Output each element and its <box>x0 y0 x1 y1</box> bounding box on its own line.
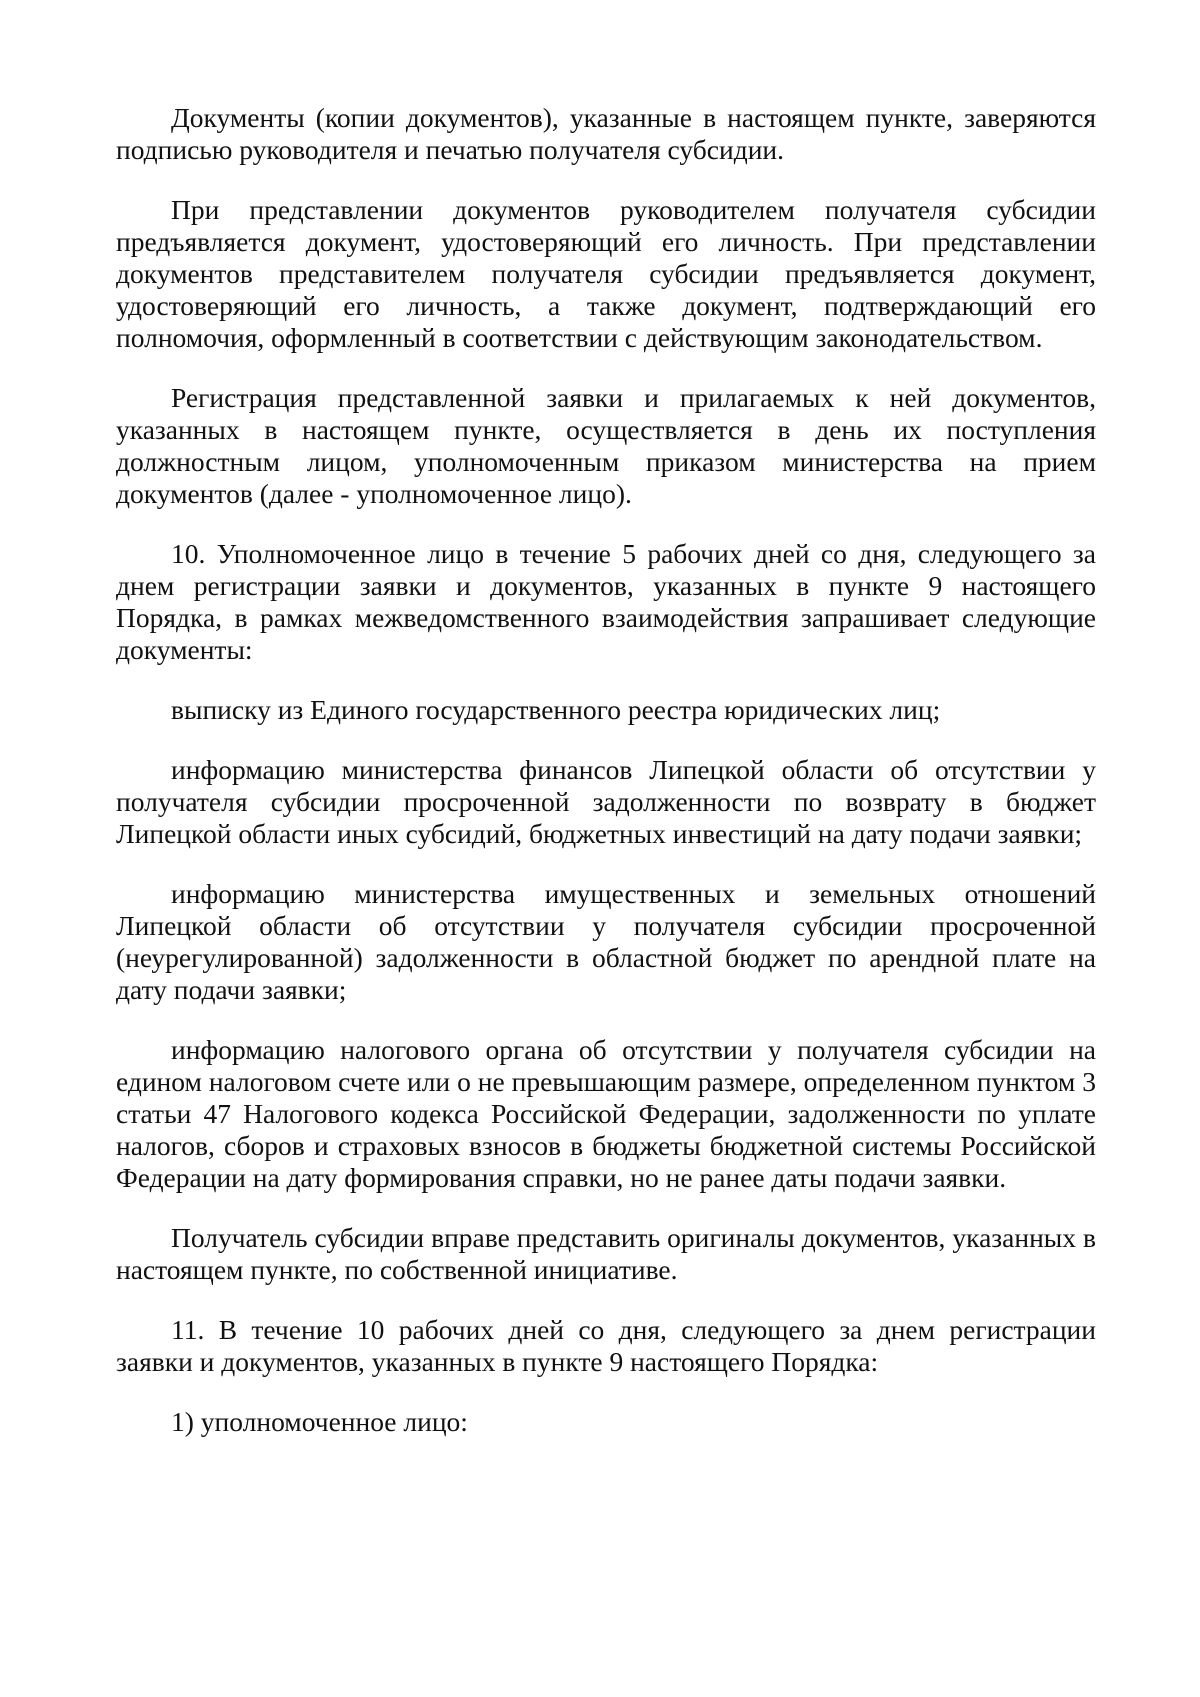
document-body <box>116 102 1096 1466</box>
paragraph-originals-initiative: Получатель субсидии вправе представить оригиналы документов, указанных в настоящем пункте, по собственной инициативе. <box>116 1222 1096 1285</box>
paragraph-registration: Регистрация представленной заявки и прилагаемых к ней документов, указанных в настоящем пункте, осуществляется в день их поступления должностным лицом, уполномоченным приказом министерства на прием документов (далее - уполномоченное лицо). <box>116 382 1096 509</box>
paragraph-subitem-1: 1) уполномоченное лицо: <box>171 1406 468 1437</box>
paragraph-tax-authority-info: информацию налогового органа об отсутствии у получателя субсидии на едином налоговом счете или о не превышающим размере, определенном пунктом 3 статьи 47 Налогового кодекса Российской Федерации, задолженности по уплате налогов, сборов и страховых взносов в бюджеты бюджетной системы Российской Федерации на дату формирования справки, но не ранее даты подачи заявки. <box>116 1034 1096 1193</box>
paragraph-identity-document: При представлении документов руководителем получателя субсидии предъявляется документ, удостоверяющий его личность. При представлении документов представителем получателя субсидии предъявляется документ, удостоверяющий его личность, а также документ, подтверждающий его полномочия, оформленный в соответствии с действующим законодательством. <box>116 194 1096 353</box>
paragraph-item-10: 10. Уполномоченное лицо в течение 5 рабочих дней со дня, следующего за днем регистрации заявки и документов, указанных в пункте 9 настоящего Порядка, в рамках межведомственного взаимодействия запрашивает следующие документы: <box>116 538 1096 665</box>
paragraph-item-11: 11. В течение 10 рабочих дней со дня, следующего за днем регистрации заявки и документов, указанных в пункте 9 настоящего Порядка: <box>116 1314 1096 1377</box>
paragraph-property-ministry-info: информацию министерства имущественных и земельных отношений Липецкой области об отсутствии у получателя субсидии просроченной (неурегулированной) задолженности в областной бюджет по арендной плате на дату подачи заявки; <box>116 878 1096 1005</box>
paragraph-finance-ministry-info: информацию министерства финансов Липецкой области об отсутствии у получателя субсидии просроченной задолженности по возврату в бюджет Липецкой области иных субсидий, бюджетных инвестиций на дату подачи заявки; <box>116 754 1096 849</box>
paragraph-documents-certification: Документы (копии документов), указанные в настоящем пункте, заверяются подписью руководителя и печатью получателя субсидии. <box>116 102 1096 165</box>
paragraph-registry-extract: выписку из Единого государственного реестра юридических лиц; <box>171 694 941 725</box>
